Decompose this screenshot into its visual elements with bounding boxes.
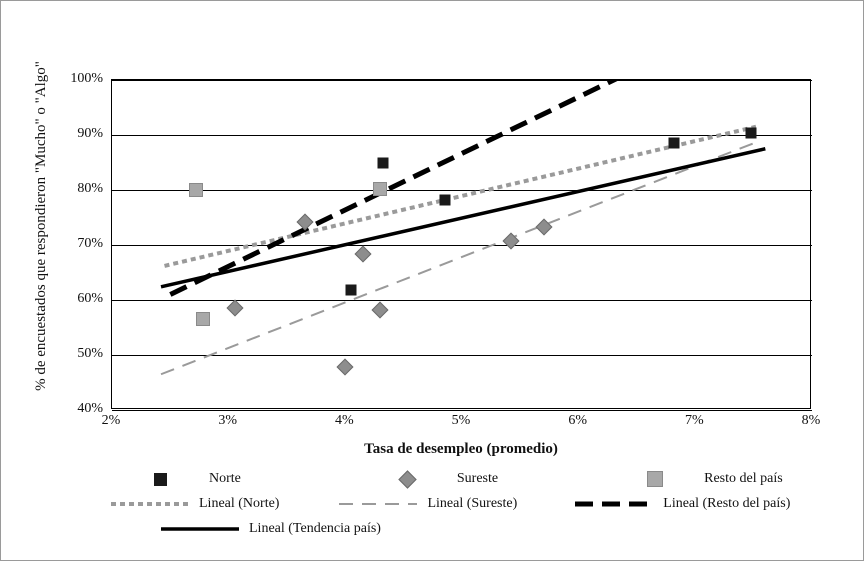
legend-marker-line (339, 497, 417, 511)
legend-line-icon (575, 497, 653, 511)
legend-row-3 (111, 521, 831, 537)
legend-item[interactable] (339, 496, 517, 512)
legend-marker-line (575, 497, 653, 511)
x-tick-label: 7% (684, 413, 704, 428)
x-tick-label: 2% (101, 413, 121, 428)
data-point-marker (196, 312, 210, 326)
data-markers-layer (112, 80, 812, 410)
plot-area (111, 79, 811, 409)
x-axis-title: Tasa de desempleo (promedio) (364, 441, 558, 457)
data-point-marker (373, 182, 387, 196)
legend-square-black-icon (154, 473, 167, 486)
legend-item-label: Norte (209, 471, 241, 486)
legend-marker-norte (121, 472, 199, 486)
legend-marker-line (111, 497, 189, 511)
legend-row-1 (111, 471, 831, 487)
y-tick-label: 80% (77, 181, 103, 196)
y-tick-label: 70% (77, 236, 103, 251)
gridline (112, 410, 812, 411)
legend-marker-resto (616, 472, 694, 486)
legend-item[interactable] (616, 471, 783, 487)
legend-item[interactable] (111, 496, 279, 512)
data-point-marker (535, 218, 552, 235)
x-tick-label: 5% (451, 413, 471, 428)
data-point-marker (439, 194, 450, 205)
y-tick-label: 50% (77, 346, 103, 361)
data-point-marker (372, 302, 389, 319)
data-point-marker (189, 183, 203, 197)
legend-item-label: Lineal (Tendencia país) (249, 521, 381, 536)
legend-item[interactable] (161, 521, 381, 537)
data-point-marker (296, 213, 313, 230)
data-point-marker (669, 137, 680, 148)
data-point-marker (354, 245, 371, 262)
y-tick-label: 40% (77, 401, 103, 416)
legend-line-icon (339, 497, 417, 511)
data-point-marker (746, 127, 757, 138)
legend-marker-sureste (369, 472, 447, 486)
legend-item-label: Lineal (Resto del país) (663, 496, 791, 511)
data-point-marker (337, 358, 354, 375)
data-point-marker (346, 285, 357, 296)
x-tick-label: 4% (334, 413, 354, 428)
legend-item[interactable] (369, 471, 498, 487)
x-tick-label: 6% (568, 413, 587, 428)
legend-line-icon (111, 497, 189, 511)
legend-row-2 (111, 496, 831, 512)
legend-item-label: Lineal (Sureste) (427, 496, 518, 511)
legend-item[interactable] (575, 496, 790, 512)
y-tick-label: 60% (77, 291, 103, 306)
y-tick-label: 90% (77, 126, 103, 141)
legend-item-label: Sureste (456, 471, 499, 486)
legend-diamond-gray-icon (399, 470, 417, 488)
chart-legend (111, 471, 831, 546)
legend-square-gray-icon (647, 471, 663, 487)
legend-line-icon (161, 522, 239, 536)
x-tick-label: 3% (218, 413, 237, 428)
legend-item-label: Lineal (Norte) (199, 496, 280, 511)
legend-item[interactable] (121, 471, 241, 487)
data-point-marker (503, 232, 520, 249)
y-axis-title-text: % de encuestados que respondieron "Mucho" o "Algo" (33, 61, 49, 391)
data-point-marker (226, 299, 243, 316)
legend-marker-line (161, 522, 239, 536)
x-tick-label: 8% (801, 413, 821, 428)
legend-item-label: Resto del país (704, 471, 783, 486)
y-tick-label: 100% (70, 71, 103, 86)
data-point-marker (377, 157, 388, 168)
